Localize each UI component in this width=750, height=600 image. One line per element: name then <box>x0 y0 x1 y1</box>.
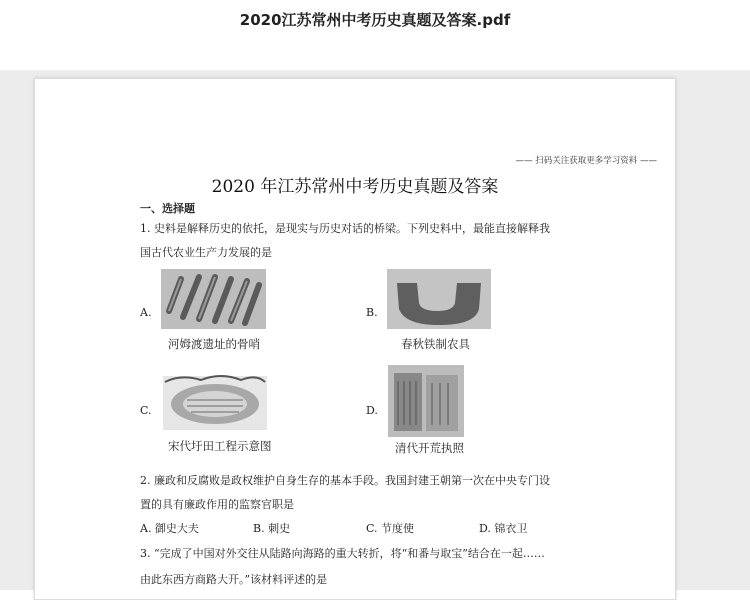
question-2-text-cont: 置的具有廉政作用的监察官职是 <box>140 498 294 511</box>
option-b-letter: B. <box>366 306 378 319</box>
question-1-text: 1. 史料是解释历史的依托，是现实与历史对话的桥梁。下列史料中，最能直接解释我 <box>140 222 550 235</box>
document-title: 2020 年江苏常州中考历史真题及答案 <box>211 177 499 197</box>
q2-choice-c: C. 节度使 <box>366 522 415 535</box>
question-3-text: 3. “完成了中国对外交往从陆路向海路的重大转折，将“和番与取宝”结合在一起…… <box>140 547 545 560</box>
option-a-letter: A. <box>140 306 152 319</box>
bone-whistles-image <box>161 269 266 329</box>
section-heading: 一、选择题 <box>140 202 195 215</box>
option-c-caption: 宋代圩田工程示意图 <box>168 439 272 453</box>
question-2-text: 2. 廉政和反腐败是政权维护自身生存的基本手段。我国封建王朝第一次在中央专门设 <box>140 474 550 487</box>
q2-choice-a: A. 御史大夫 <box>140 522 199 535</box>
question-3-text-cont: 由此东西方商路大开。”该材料评述的是 <box>140 573 328 586</box>
option-a-caption: 河姆渡遗址的骨哨 <box>168 337 260 351</box>
land-license-image <box>388 365 464 437</box>
title-bar <box>0 0 750 70</box>
pdf-page <box>34 78 676 600</box>
option-d-caption: 清代开荒执照 <box>395 441 464 455</box>
file-title: 2020江苏常州中考历史真题及答案.pdf <box>239 11 511 29</box>
iron-tool-image <box>387 269 491 329</box>
document-viewer[interactable] <box>0 70 750 590</box>
option-b-caption: 春秋铁制农具 <box>401 337 470 351</box>
q2-choice-b: B. 刺史 <box>253 522 291 535</box>
question-1-text-cont: 国古代农业生产力发展的是 <box>140 246 272 259</box>
promo-banner: —— 扫码关注获取更多学习资料 —— <box>515 156 657 166</box>
option-d-letter: D. <box>366 404 378 417</box>
option-c-letter: C. <box>140 404 152 417</box>
polder-diagram-image <box>161 370 269 434</box>
q2-choice-d: D. 锦衣卫 <box>479 522 528 535</box>
